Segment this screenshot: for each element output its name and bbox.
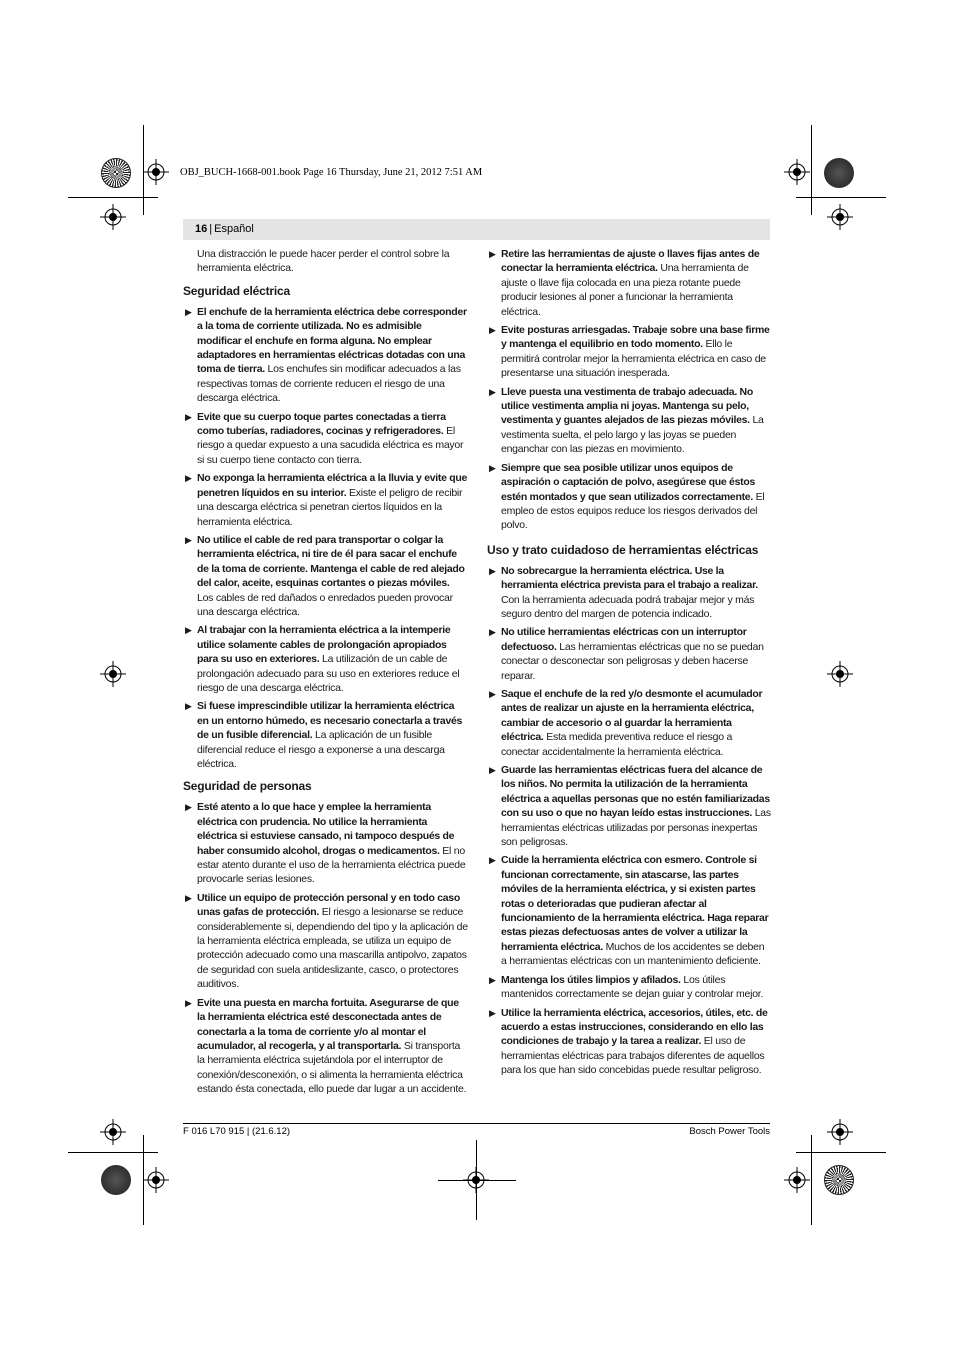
bullet-arrow-icon: ▶ <box>489 688 496 699</box>
bullet-arrow-icon: ▶ <box>185 997 192 1008</box>
item-body-text: Las herramientas eléctricas que no se puedan conectar o desconectar son peligrosas y deben hacerse reparar. <box>501 640 764 682</box>
safety-list-item <box>183 410 468 468</box>
bullet-arrow-icon: ▶ <box>489 386 496 397</box>
safety-list-item <box>183 623 468 695</box>
item-body-text: Si transporta la herramienta eléctrica sujetándola por el interruptor de conexión/desconexión, o si alimenta la herramienta eléctrica estando ésta conectada, ello puede dar lugar a un accidente. <box>197 1039 467 1096</box>
bullet-arrow-icon: ▶ <box>185 701 192 712</box>
item-body-text: Una herramienta de ajuste o llave fija colocada en una pieza rotante puede producir lesiones al poner a funcionar la herramienta eléctrica. <box>501 262 749 318</box>
item-bold-text: Guarde las herramientas eléctricas fuera del alcance de los niños. No permita la utilización de la herramienta eléctrica a aquellas personas que no estén familiarizadas con su uso o que no hayan leído estas instrucciones. <box>501 764 770 820</box>
color-bar-icon <box>824 158 854 188</box>
item-bold-text: Evite una puesta en marcha fortuita. Asegurarse de que la herramienta eléctrica esté desconectada antes de conectarla a la toma de corriente y/o al montar el acumulador, al recogerla, y al transportarla. <box>197 996 459 1052</box>
bullet-arrow-icon: ▶ <box>185 534 192 545</box>
safety-list-item <box>487 247 772 319</box>
item-body-text: Los enchufes sin modificar adecuados a las respectivas tomas de corriente reducen el riesgo de una descarga eléctrica. <box>197 363 461 405</box>
crop-mark <box>68 197 158 198</box>
registration-mark-icon <box>143 1167 169 1193</box>
color-bar-icon <box>824 1165 854 1195</box>
bullet-arrow-icon: ▶ <box>185 411 192 422</box>
item-body-text: La aplicación de un fusible diferencial reduce el riesgo a exponerse a una descarga eléctrica. <box>197 729 445 770</box>
item-bold-text: No sobrecargue la herramienta eléctrica. Use la herramienta eléctrica prevista para el trabajo a realizar. <box>501 564 758 592</box>
registration-mark-icon <box>827 1119 853 1145</box>
page-header <box>195 223 254 235</box>
crop-mark <box>68 1152 158 1153</box>
crop-mark <box>811 1135 812 1225</box>
bullet-arrow-icon: ▶ <box>489 249 496 259</box>
item-body-text: Las herramientas eléctricas utilizadas por personas inexpertas son peligrosas. <box>501 807 771 849</box>
safety-list-item <box>487 763 772 849</box>
left-sections <box>183 284 468 1097</box>
footer-brand: Bosch Power Tools <box>689 1126 770 1137</box>
safety-list-item <box>487 687 772 759</box>
safety-list-item <box>487 853 772 968</box>
item-body-text: El riesgo a lesionarse se reduce considerablemente si, dependiendo del tipo y la aplicación de la herramienta eléctrica empleada, se utiliza un equipo de protección adecuado como una mascarilla antipolvo, zapatos de seguridad con suela antideslizante, casco, o protectores auditivos. <box>197 906 468 991</box>
crop-mark <box>796 197 886 198</box>
right-column <box>487 247 772 1082</box>
safety-list-item <box>487 564 772 622</box>
item-bold-text: No utilice el cable de red para transportar o colgar la herramienta eléctrica, ni tire de él para sacar el enchufe de la toma de corriente. Mantenga el cable de red alejado del calor, aceite, esquinas cortantes o piezas móviles. <box>197 533 465 590</box>
section-heading: Uso y trato cuidadoso de herramientas eléctricas <box>487 542 759 557</box>
left-column <box>183 247 468 1101</box>
page-number: 16 <box>195 223 208 235</box>
crop-mark <box>438 1180 516 1181</box>
safety-list-item <box>183 533 468 619</box>
item-bold-text: Al trabajar con la herramienta eléctrica a la intemperie utilice solamente cables de prolongación apropiados para su uso en exteriores. <box>197 624 451 666</box>
right-sections <box>487 247 772 1078</box>
item-body-text: Con la herramienta adecuada podrá trabajar mejor y más seguro dentro del margen de potencia indicado. <box>501 593 755 620</box>
item-body-text: Muchos de los accidentes se deben a herramientas eléctricas con un mantenimiento deficiente. <box>501 940 765 968</box>
item-body-text: La utilización de un cable de prolongación adecuado para su uso en exteriores reduce el riesgo de una descarga eléctrica. <box>197 653 460 694</box>
item-bold-text: Saque el enchufe de la red y/o desmonte el acumulador antes de realizar un ajuste en la herramienta eléctrica, cambiar de accesorio o al guardar la herramienta eléctrica. <box>501 687 763 744</box>
crop-mark <box>811 125 812 215</box>
bullet-arrow-icon: ▶ <box>489 627 496 638</box>
safety-list-item <box>487 1006 772 1078</box>
item-bold-text: Evite que su cuerpo toque partes conectadas a tierra como tuberías, radiadores, cocinas y refrigeradores. <box>197 410 446 438</box>
safety-list-item <box>487 461 772 533</box>
page-header-bar <box>183 219 770 240</box>
item-bold-text: Evite posturas arriesgadas. Trabaje sobre una base firme y mantenga el equilibrio en todo momento. <box>501 324 770 351</box>
header-language: Español <box>214 223 254 235</box>
safety-list-item <box>183 471 468 529</box>
item-body-text: El empleo de estos equipos reduce los riesgos derivados del polvo. <box>501 490 765 532</box>
item-bold-text: Si fuese imprescindible utilizar la herramienta eléctrica en un entorno húmedo, es necesario conectarla a través de un fusible diferencial. <box>197 700 463 742</box>
crop-mark <box>796 1152 886 1153</box>
bullet-arrow-icon: ▶ <box>185 802 192 813</box>
item-body-text: Ello le permitirá controlar mejor la herramienta eléctrica en caso de presentarse una situación inesperada. <box>501 338 766 380</box>
safety-list-item <box>183 891 468 992</box>
bullet-arrow-icon: ▶ <box>185 306 192 317</box>
registration-mark-icon <box>784 159 810 185</box>
color-bar-icon <box>101 1165 131 1195</box>
footer-doc-number: F 016 L70 915 | (21.6.12) <box>183 1126 291 1137</box>
section-heading: Seguridad de personas <box>183 779 312 794</box>
item-bold-text: Esté atento a lo que hace y emplee la herramienta eléctrica con prudencia. No utilice la herramienta eléctrica si estuviese cansado, ni tampoco después de haber consumido alcohol, drogas o medicamentos. <box>197 801 455 857</box>
registration-mark-icon <box>100 661 126 687</box>
bullet-arrow-icon: ▶ <box>489 974 496 985</box>
bullet-arrow-icon: ▶ <box>489 462 496 473</box>
item-body-text: El no estar atento durante el uso de la herramienta eléctrica puede provocarle serias lesiones. <box>197 844 466 886</box>
safety-list-item <box>183 800 468 886</box>
item-body-text: Existe el peligro de recibir una descarga eléctrica si penetran ciertos líquidos en la herramienta eléctrica. <box>197 486 463 528</box>
bullet-arrow-icon: ▶ <box>489 565 496 576</box>
footer-rule <box>183 1123 770 1124</box>
item-bold-text: Retire las herramientas de ajuste o llaves fijas antes de conectar la herramienta eléctrica. <box>501 248 760 275</box>
safety-list-item <box>487 385 772 457</box>
item-bold-text: Utilice la herramienta eléctrica, accesorios, útiles, etc. de acuerdo a estas instrucciones, considerando en ello las condiciones de trabajo y la tarea a realizar. <box>501 1006 768 1048</box>
safety-list-item <box>183 305 468 406</box>
section-heading: Seguridad eléctrica <box>183 283 290 298</box>
registration-mark-icon <box>784 1167 810 1193</box>
item-bold-text: No exponga la herramienta eléctrica a la lluvia y evite que penetren líquidos en su interior. <box>197 472 468 499</box>
header-separator: | <box>209 223 213 235</box>
safety-list-item <box>487 973 772 1002</box>
safety-list-item <box>487 625 772 683</box>
item-bold-text: Cuide la herramienta eléctrica con esmero. Controle si funcionan correctamente, sin atascarse, las partes móviles de la herramienta eléctrica, y si existen partes rotas o deterioradas que pudieran afectar al funcionamiento de la herramienta eléctrica. Haga reparar estas piezas defectuosas antes de volver a utilizar la herramienta eléctrica. <box>501 854 769 953</box>
registration-mark-icon <box>143 159 169 185</box>
registration-mark-icon <box>827 204 853 230</box>
intro-paragraph: Una distracción le puede hacer perder el control sobre la herramienta eléctrica. <box>197 248 450 275</box>
item-body-text: Los cables de red dañados o enredados pueden provocar una descarga eléctrica. <box>197 591 453 618</box>
item-bold-text: El enchufe de la herramienta eléctrica debe corresponder a la toma de corriente utilizada. No es admisible modificar el enchufe en forma alguna. No emplear adaptadores en herramientas eléctricas dotadas con una toma de tierra. <box>197 305 467 376</box>
registration-mark-icon <box>100 204 126 230</box>
print-slug-line: OBJ_BUCH-1668-001.book Page 16 Thursday, June 21, 2012 7:51 AM <box>180 167 483 178</box>
registration-mark-icon <box>827 661 853 687</box>
item-body-text: El uso de herramientas eléctricas para trabajos diferentes de aquellos para los que han sido concebidas puede resultar peligroso. <box>501 1035 765 1077</box>
safety-list-item <box>487 323 772 381</box>
item-bold-text: No utilice herramientas eléctricas con un interruptor defectuoso. <box>501 626 747 653</box>
bullet-arrow-icon: ▶ <box>489 1007 496 1018</box>
item-bold-text: Siempre que sea posible utilizar unos equipos de aspiración o captación de polvo, asegúrese que éstos estén montados y que sean utilizados correctamente. <box>501 461 755 503</box>
bullet-arrow-icon: ▶ <box>489 855 496 866</box>
item-bold-text: Utilice un equipo de protección personal y en todo caso unas gafas de protección. <box>197 891 460 919</box>
safety-list-item <box>183 699 468 771</box>
item-bold-text: Mantenga los útiles limpios y afilados. <box>501 973 681 986</box>
bullet-arrow-icon: ▶ <box>185 473 192 484</box>
bullet-arrow-icon: ▶ <box>489 325 496 336</box>
item-body-text: Esta medida preventiva reduce el riesgo a conectar accidentalmente la herramienta eléctrica. <box>501 731 733 758</box>
bullet-arrow-icon: ▶ <box>185 625 192 636</box>
color-bar-icon <box>101 158 131 188</box>
item-bold-text: Lleve puesta una vestimenta de trabajo adecuada. No utilice vestimenta amplia ni joyas. Mantenga su pelo, vestimenta y guantes alejados de las piezas móviles. <box>501 385 753 427</box>
item-body-text: La vestimenta suelta, el pelo largo y las joyas se pueden enganchar con las piezas en movimiento. <box>501 414 764 456</box>
safety-list-item <box>183 996 468 1097</box>
bullet-arrow-icon: ▶ <box>185 892 192 903</box>
registration-mark-icon <box>100 1119 126 1145</box>
bullet-arrow-icon: ▶ <box>489 765 496 775</box>
item-body-text: Los útiles mantenidos correctamente se dejan guiar y controlar mejor. <box>501 973 764 1001</box>
item-body-text: El riesgo a quedar expuesto a una sacudida eléctrica es mayor si su cuerpo tiene contacto con tierra. <box>197 425 464 466</box>
